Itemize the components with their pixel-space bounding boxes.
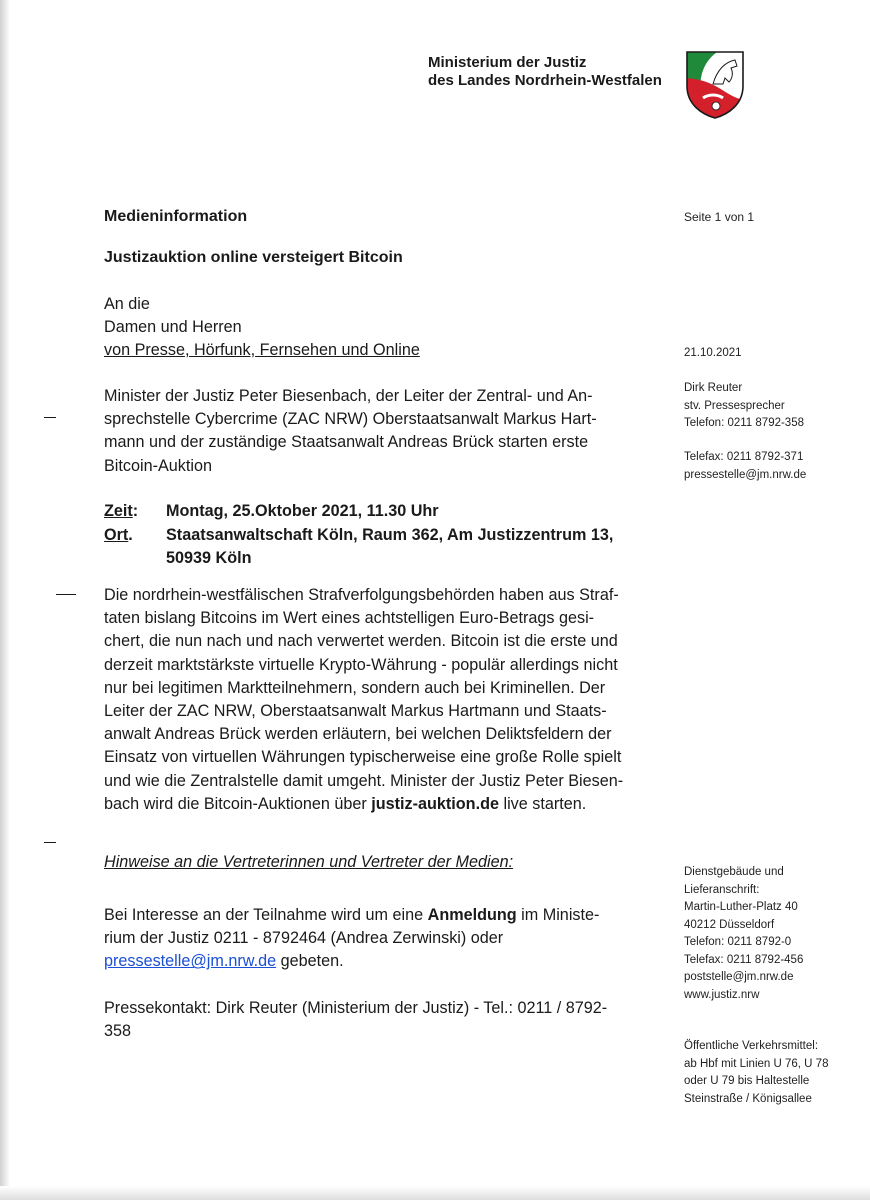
body-line: Die nordrhein-westfälischen Strafverfolgungsbehörden haben aus Straf- — [104, 586, 619, 604]
letterhead-line-1: Ministerium der Justiz — [428, 54, 587, 71]
body-line: Einsatz von virtuellen Währungen typischerweise eine große Rolle spielt — [104, 748, 622, 767]
intro-paragraph — [104, 385, 597, 478]
body-line: chert, die nun nach und nach verwertet werden. Bitcoin ist die erste und — [104, 632, 618, 651]
nrw-coat-of-arms-icon — [683, 48, 747, 120]
document-type: Medieninformation — [104, 208, 248, 225]
sidebar-transit: Öffentliche Verkehrsmittel: ab Hbf mit Linien U 76, U 78 oder U 79 bis Haltestelle Steinstraße / Königsallee — [684, 1040, 829, 1105]
registration-paragraph: Bei Interesse an der Teilnahme wird um eine Anmeldung im Ministe- rium der Justiz 0211 - 8792464 (Andrea Zerwinski) oder pressestelle@jm.nrw.de gebeten. — [104, 906, 600, 971]
media-notice-heading: Hinweise an die Vertreterinnen und Vertreter der Medien: — [104, 853, 514, 871]
contact-name: Dirk Reuter — [684, 382, 743, 394]
punch-mark — [56, 594, 76, 595]
contact-email: pressestelle@jm.nrw.de — [684, 468, 807, 481]
sidebar-contact — [684, 380, 804, 433]
sidebar-contact-fax — [684, 449, 806, 484]
body-line: Leiter der ZAC NRW, Oberstaatsanwalt Markus Hartmann und Staats- — [104, 702, 607, 721]
event-place-label: Ort. — [104, 526, 133, 544]
press-email-link[interactable]: pressestelle@jm.nrw.de — [104, 952, 277, 971]
event-place-value: Staatsanwaltschaft Köln, Raum 362, Am Justizzentrum 13, 50939 Köln — [166, 526, 614, 568]
contact-fax: Telefax: 0211 8792-371 — [684, 451, 804, 463]
contact-phone: Telefon: 0211 8792-358 — [684, 417, 804, 429]
event-time-label: Zeit: — [104, 502, 139, 520]
body-line: und wie die Zentralstelle damit umgeht. Minister der Justiz Peter Biesen- — [104, 771, 624, 790]
address-line-3: von Presse, Hörfunk, Fernsehen und Online — [104, 341, 420, 360]
address-block — [104, 293, 420, 363]
intro-line: Bitcoin-Auktion — [104, 456, 212, 475]
address-line-1: An die — [104, 295, 150, 313]
event-time-value: Montag, 25.Oktober 2021, 11.30 Uhr — [166, 502, 439, 520]
registration-keyword: Anmeldung — [427, 906, 517, 924]
body-line: taten bislang Bitcoins im Wert eines achtstelligen Euro-Betrags gesi- — [104, 609, 595, 628]
sidebar-office: Dienstgebäude und Lieferanschrift: Martin-Luther-Platz 40 40212 Düsseldorf Telefon: 0211 8792-0 Telefax: 0211 8792-456 poststelle@jm.nrw.de www.justiz.nrw — [684, 866, 804, 1001]
page-shadow-left — [0, 0, 10, 1200]
letterhead — [428, 54, 662, 90]
contact-role: stv. Pressesprecher — [684, 399, 785, 412]
intro-line: Minister der Justiz Peter Biesenbach, der Leiter der Zentral- und An- — [104, 387, 593, 405]
address-line-2: Damen und Herren — [104, 318, 242, 337]
headline: Justizauktion online versteigert Bitcoin — [104, 249, 403, 266]
date: 21.10.2021 — [684, 347, 742, 359]
fold-mark-lower — [44, 842, 56, 843]
body-line: anwalt Andreas Brück werden erläutern, bei welchen Deliktsfeldern der — [104, 725, 612, 744]
body-paragraph — [104, 584, 623, 816]
intro-line: mann und der zuständige Staatsanwalt Andreas Brück starten erste — [104, 433, 589, 452]
press-contact: Pressekontakt: Dirk Reuter (Ministerium der Justiz) - Tel.: 0211 / 8792- 358 — [104, 999, 608, 1041]
auction-site-name: justiz-auktion.de — [371, 794, 499, 813]
body-line: derzeit marktstärkste virtuelle Krypto-Währung - populär allerdings nicht — [104, 655, 618, 674]
page-shadow-bottom — [0, 1186, 870, 1200]
body-line: nur bei legitimen Marktteilnehmern, sondern auch bei Kriminellen. Der — [104, 678, 606, 697]
letterhead-line-2: des Landes Nordrhein-Westfalen — [428, 72, 662, 89]
intro-line: sprechstelle Cybercrime (ZAC NRW) Oberstaatsanwalt Markus Hart- — [104, 410, 597, 429]
body-line-last: bach wird die Bitcoin-Auktionen über justiz-auktion.de live starten. — [104, 794, 587, 813]
fold-mark — [44, 417, 56, 418]
page-info: Seite 1 von 1 — [684, 210, 755, 224]
